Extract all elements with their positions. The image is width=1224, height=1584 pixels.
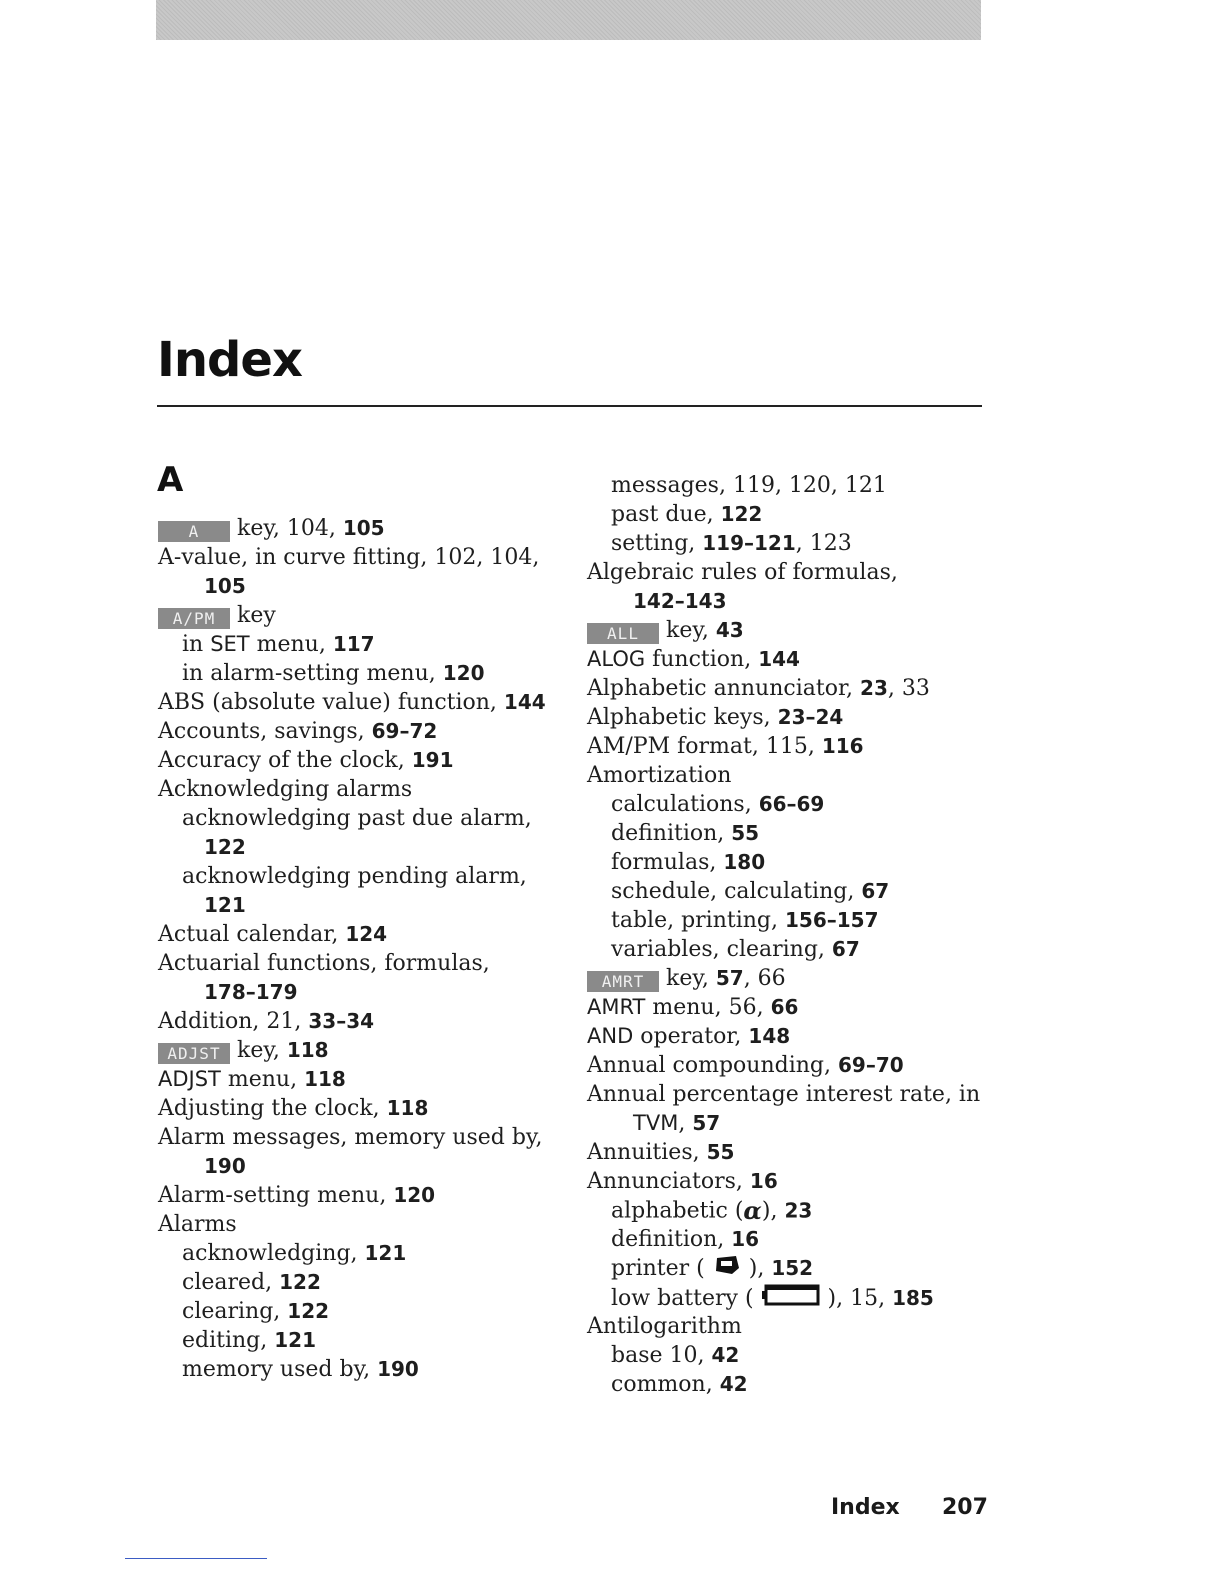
page-reference: 23 (784, 1198, 813, 1223)
page-reference: 16 (731, 1227, 760, 1251)
entry-text: messages, 119, 120, 121 (611, 473, 887, 498)
index-entry (158, 514, 385, 543)
index-entry (587, 935, 860, 964)
page-reference: 152 (771, 1256, 814, 1280)
page-reference: 190 (204, 1154, 246, 1178)
index-entry (587, 1109, 720, 1138)
index-entry (158, 1326, 316, 1355)
page-reference: 55 (731, 821, 760, 845)
entry-text: definition, (611, 821, 732, 846)
index-entry (158, 1297, 329, 1326)
entry-text: past due, (611, 502, 721, 527)
index-entry (158, 746, 453, 775)
entry-text: Addition, 21, (158, 1009, 309, 1034)
index-entry (587, 616, 744, 645)
entry-text: editing, (182, 1328, 275, 1353)
section-letter: A (157, 460, 184, 500)
page-reference: 55 (706, 1140, 735, 1164)
index-entry (158, 1355, 419, 1384)
index-entry (158, 1123, 542, 1152)
index-entry (158, 543, 539, 572)
page-title: Index (157, 332, 302, 388)
entry-text: A-value, in curve fitting, 102, 104, (158, 545, 540, 570)
entry-text: , 123 (795, 531, 852, 556)
printer-icon (712, 1254, 742, 1284)
entry-text: key, 104, (230, 516, 343, 541)
index-entry (158, 949, 490, 978)
entry-text: operator, (633, 1024, 749, 1049)
index-entry (158, 862, 527, 891)
entry-text: in (182, 632, 211, 657)
index-entry (158, 775, 412, 804)
page-reference: 148 (748, 1024, 791, 1048)
entry-text: , (678, 1111, 693, 1136)
page-reference: 117 (332, 632, 375, 656)
entry-text: memory used by, (182, 1357, 378, 1382)
entry-text: table, printing, (611, 908, 786, 933)
index-entry (587, 471, 887, 500)
page-reference: 67 (861, 879, 890, 903)
index-entry (158, 1181, 435, 1210)
entry-text: Annuities, (587, 1140, 707, 1165)
entry-text: calculations, (611, 792, 759, 817)
index-entry (587, 587, 727, 616)
index-entry (587, 1167, 778, 1196)
corner-rule (125, 1558, 267, 1559)
index-entry (587, 964, 786, 993)
page-reference: 144 (758, 647, 800, 671)
page-reference: 120 (442, 661, 485, 685)
index-entry (158, 1007, 374, 1036)
page-reference: 122 (720, 502, 763, 526)
entry-text: setting, (611, 531, 703, 556)
entry-text: Amortization (587, 763, 732, 788)
page-reference: 142–143 (633, 589, 727, 613)
page-reference: 105 (204, 574, 246, 598)
page-reference: 180 (723, 850, 766, 874)
entry-text: Annunciators, (587, 1169, 750, 1194)
index-entry (587, 819, 759, 848)
entry-text: printer ( (611, 1256, 712, 1281)
page-reference: 57 (692, 1111, 721, 1135)
index-entry (158, 630, 375, 659)
page-reference: 42 (719, 1372, 748, 1396)
entry-text: ), (761, 1198, 785, 1224)
index-entry (587, 1370, 748, 1399)
menu-key-label: A (158, 521, 230, 542)
entry-text: Actual calendar, (158, 922, 346, 947)
entry-text: formulas, (611, 850, 724, 875)
entry-text: Alarm messages, memory used by, (158, 1125, 543, 1150)
index-entry (158, 1036, 329, 1065)
entry-text: , 66 (743, 966, 786, 991)
entry-text: key (230, 603, 276, 628)
entry-text: Algebraic rules of formulas, (587, 560, 898, 585)
entry-text: cleared, (182, 1270, 280, 1295)
entry-text: Acknowledging alarms (158, 777, 413, 802)
index-entry (158, 920, 387, 949)
page-reference: 67 (831, 937, 860, 961)
page-reference: 190 (377, 1357, 419, 1381)
entry-text: ABS (absolute value) function, (158, 690, 504, 715)
index-entry (587, 558, 898, 587)
index-entry (587, 1341, 739, 1370)
page-reference: 178–179 (204, 980, 298, 1004)
page-reference: 69–70 (838, 1053, 904, 1077)
index-entry (587, 500, 762, 529)
entry-text: variables, clearing, (611, 937, 832, 962)
index-entry (587, 1312, 742, 1341)
page-reference: 124 (345, 922, 388, 946)
entry-text: ), (741, 1256, 772, 1281)
menu-key-label: ALL (587, 623, 659, 644)
index-entry (158, 1210, 237, 1239)
entry-text: schedule, calculating, (611, 879, 862, 904)
page-reference: 121 (204, 893, 246, 917)
index-entry (587, 1225, 759, 1254)
page-reference: 122 (279, 1270, 321, 1294)
index-entry (587, 790, 824, 819)
index-entry (587, 761, 731, 790)
entry-text: function, (645, 647, 759, 672)
menu-term: TVM (633, 1111, 679, 1135)
entry-text: key, (659, 618, 716, 643)
page-reference: 66 (770, 995, 799, 1019)
index-entry (587, 1138, 734, 1167)
entry-text: , 33 (887, 676, 930, 701)
index-entry (158, 717, 437, 746)
entry-text: AM/PM format, 115, (587, 734, 822, 759)
page-reference: 121 (274, 1328, 317, 1352)
index-entry (587, 1051, 904, 1080)
entry-text: menu, (249, 632, 333, 657)
page-reference: 33–34 (308, 1009, 375, 1033)
menu-term: ADJST (158, 1067, 221, 1091)
page-reference: 118 (304, 1067, 346, 1091)
title-rule (157, 405, 982, 407)
menu-term: AMRT (587, 995, 646, 1019)
index-entry (587, 529, 852, 558)
index-entry (587, 993, 798, 1022)
page-reference: 122 (204, 835, 246, 859)
page-reference: 119–121 (702, 531, 796, 555)
entry-text: key, (659, 966, 716, 991)
index-entry (587, 877, 889, 906)
page-reference: 42 (711, 1343, 740, 1367)
page-reference: 116 (821, 734, 864, 758)
page-reference: 69–72 (371, 719, 438, 743)
page-reference: 16 (749, 1169, 778, 1193)
footer-label: Index (831, 1495, 900, 1520)
entry-text: common, (611, 1372, 720, 1397)
menu-term: ALOG (587, 647, 646, 671)
page-reference: 121 (364, 1241, 407, 1265)
entry-text: Annual compounding, (587, 1053, 838, 1078)
index-entry (158, 572, 246, 601)
page-reference: 118 (286, 1038, 329, 1062)
index-entry (158, 891, 246, 920)
index-entry (158, 659, 485, 688)
index-entry (158, 978, 298, 1007)
page-reference: 105 (342, 516, 385, 540)
index-entry (587, 906, 879, 935)
index-entry (587, 1080, 980, 1109)
entry-text: definition, (611, 1227, 732, 1252)
page-reference: 23 (860, 676, 888, 700)
page-reference: 118 (386, 1096, 429, 1120)
index-entry (587, 703, 843, 732)
entry-text: key, (230, 1038, 287, 1063)
page-reference: 66–69 (758, 792, 825, 816)
entry-text: Alarms (158, 1212, 237, 1237)
index-entry (158, 1239, 406, 1268)
entry-text: Annual percentage interest rate, in (587, 1082, 981, 1107)
entry-text: base 10, (611, 1343, 712, 1368)
page-reference: 185 (892, 1286, 934, 1310)
index-entry (587, 848, 765, 877)
menu-key-label: AMRT (587, 971, 659, 992)
battery-icon (761, 1283, 821, 1315)
index-entry (587, 1254, 813, 1283)
page-reference: 23–24 (777, 705, 844, 729)
index-entry (158, 804, 532, 833)
page-reference: 156–157 (785, 908, 879, 932)
entry-text: Antilogarithm (587, 1314, 742, 1339)
menu-term: SET (210, 632, 250, 656)
page-reference: 144 (503, 690, 546, 714)
menu-term: AND (587, 1024, 634, 1048)
alpha-icon: α (743, 1196, 762, 1225)
menu-key-label: A/PM (158, 608, 230, 629)
entry-text: clearing, (182, 1299, 288, 1324)
entry-text: Alarm-setting menu, (158, 1183, 394, 1208)
index-entry (587, 1283, 934, 1312)
entry-text: Alphabetic annunciator, (587, 676, 861, 701)
entry-text: Actuarial functions, formulas, (158, 951, 490, 976)
entry-text: menu, 56, (645, 995, 771, 1020)
index-entry (587, 1196, 812, 1225)
entry-text: acknowledging past due alarm, (182, 806, 532, 831)
entry-text: Accounts, savings, (158, 719, 372, 744)
index-entry (587, 1022, 790, 1051)
entry-text: menu, (220, 1067, 305, 1092)
index-entry (587, 674, 930, 703)
index-entry (158, 1094, 428, 1123)
entry-text: low battery ( (611, 1286, 761, 1311)
page-reference: 120 (393, 1183, 436, 1207)
header-band (156, 0, 981, 40)
index-entry (158, 601, 276, 630)
index-entry (587, 732, 864, 761)
index-entry (158, 1268, 321, 1297)
index-entry (158, 1152, 246, 1181)
page-reference: 43 (715, 618, 744, 642)
entry-text: alphabetic ( (611, 1198, 744, 1224)
index-entry (158, 833, 246, 862)
index-entry (158, 1065, 346, 1094)
entry-text: ), 15, (820, 1286, 893, 1311)
entry-text: Alphabetic keys, (587, 705, 778, 730)
page-reference: 122 (287, 1299, 330, 1323)
menu-key-label: ADJST (158, 1043, 230, 1064)
index-entry (587, 645, 800, 674)
page-reference: 57 (715, 966, 744, 990)
entry-text: acknowledging pending alarm, (182, 864, 527, 889)
entry-text: in alarm-setting menu, (182, 661, 443, 686)
entry-text: Accuracy of the clock, (158, 748, 412, 773)
page-number: 207 (942, 1495, 988, 1520)
index-entry (158, 688, 546, 717)
entry-text: Adjusting the clock, (158, 1096, 387, 1121)
entry-text: acknowledging, (182, 1241, 365, 1266)
page-reference: 191 (411, 748, 454, 772)
